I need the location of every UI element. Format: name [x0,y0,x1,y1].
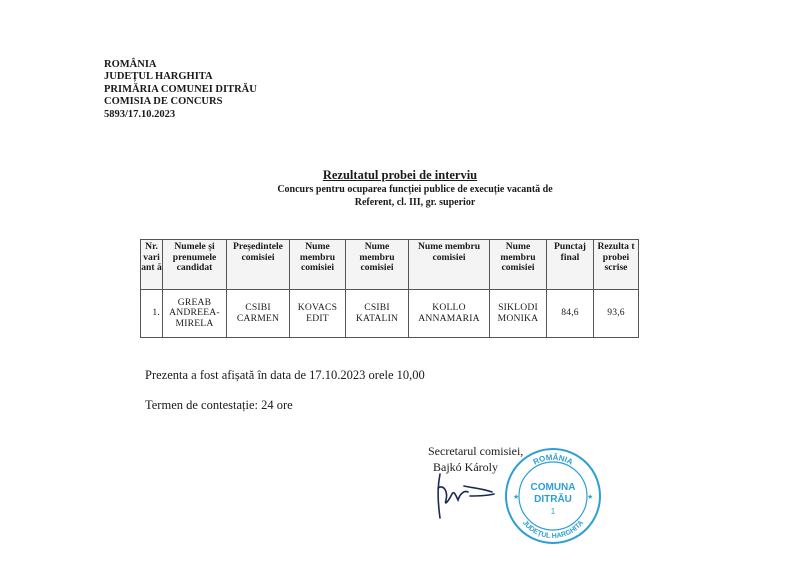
subtitle-line-2: Referent, cl. III, gr. superior [354,196,476,208]
header-written-result: Rezulta t probei scrise [594,240,639,290]
contest-term: Termen de contestație: 24 ore [145,398,293,412]
signature-name: Bajkó Károly [433,460,498,474]
stamp-bottom-text: JUDEȚUL HARGHITA [520,519,586,541]
cell-final-score: 84,6 [547,290,594,338]
cell-member-4: SIKLODI MONIKA [490,290,547,338]
cell-member-1: KOVACS EDIT [290,290,346,338]
stamp-star-left-icon: ★ [513,494,520,501]
cell-commission-president: CSIBI CARMEN [227,290,290,338]
handwritten-signature-icon [434,466,504,526]
cell-member-3: KOLLO ANNAMARIA [409,290,490,338]
signature-role: Secretarul comisiei, [428,444,524,458]
cell-candidate-name: GREAB ANDREEA-MIRELA [163,290,227,338]
header-member-3: Nume membru comisiei [409,240,490,290]
table-header-row [141,240,639,290]
header-candidate-name: Numele și prenumele candidat [163,240,227,290]
header-county: JUDEȚUL HARGHITA [104,71,213,83]
subtitle-line-1: Concurs pentru ocuparea funcției publice de execuție vacantă de [277,184,553,195]
header-variant-number: Nr. vari ant ă [141,240,163,290]
results-table [140,239,639,338]
header-final-score: Punctaj final [547,240,594,290]
stamp-center-line-1: COMUNA [530,482,576,493]
document-title: Rezultatul probei de interviu [322,168,478,182]
document-header [104,59,257,121]
header-registration-number: 5893/17.10.2023 [104,108,176,120]
document-subtitle [250,184,580,209]
cell-variant-number: 1. [141,290,163,338]
stamp-center-number: 1 [550,507,556,516]
svg-text:ROMÂNIA [532,453,575,467]
official-stamp-icon [503,446,603,546]
header-country: ROMÂNIA [104,59,157,70]
header-commission: COMISIA DE CONCURS [104,96,223,108]
stamp-star-right-icon: ★ [587,494,594,501]
table-row [141,290,639,338]
header-member-2: Nume membru comisiei [346,240,409,290]
stamp-center-line-2: DITRĂU [534,494,572,505]
posting-notice: Prezenta a fost afișată în data de 17.10.2023 orele 10,00 [145,368,425,382]
stamp-top-text: ROMÂNIA [531,452,575,467]
cell-member-2: CSIBI KATALIN [346,290,409,338]
header-member-4: Nume membru comisiei [490,240,547,290]
cell-written-result: 93,6 [594,290,639,338]
header-townhall: PRIMĂRIA COMUNEI DITRĂU [104,83,257,95]
header-commission-president: Președintele comisiei [227,240,290,290]
header-member-1: Nume membru comisiei [290,240,346,290]
